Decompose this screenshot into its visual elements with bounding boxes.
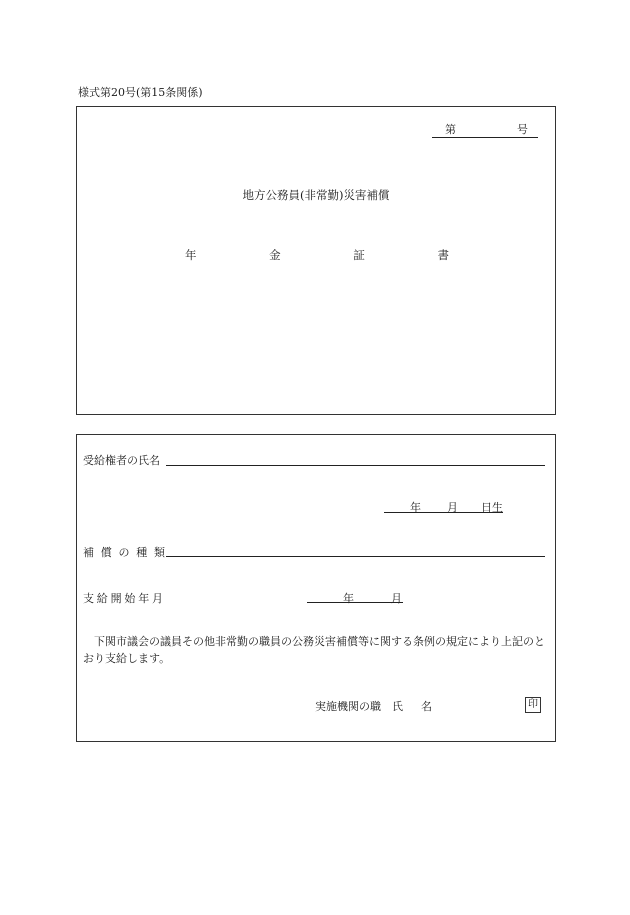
certificate-subtitle: 地方公務員(非常勤)災害補償	[242, 188, 390, 202]
birth-date-field[interactable]	[384, 512, 503, 513]
start-year-unit: 年	[343, 592, 354, 605]
certificate-number-prefix: 第	[445, 123, 456, 136]
title-char: 年	[185, 248, 197, 262]
payment-start-field[interactable]	[307, 602, 403, 603]
start-month-unit: 月	[391, 592, 402, 605]
recipient-name-label: 受給権者の氏名	[83, 454, 160, 467]
payment-statement: 下関市議会の議員その他非常勤の職員の公務災害補償等に関する条例の規定により上記のとおり支給します。	[83, 635, 545, 665]
compensation-type-field[interactable]	[166, 556, 545, 557]
seal-mark: 印	[525, 697, 541, 713]
recipient-name-field[interactable]	[166, 465, 545, 466]
form-number-label: 様式第20号(第15条関係)	[78, 86, 203, 99]
title-char: 金	[269, 248, 281, 262]
certificate-number-underline	[432, 137, 538, 138]
compensation-type-label: 補 償 の 種 類	[83, 546, 165, 559]
birth-year-unit: 年	[410, 501, 421, 514]
issuer-title-label: 実施機関の職	[315, 700, 381, 713]
title-char: 証	[353, 248, 365, 262]
certificate-number-suffix: 号	[517, 123, 528, 136]
birth-month-unit: 月	[447, 501, 458, 514]
certificate-title	[185, 247, 449, 263]
payment-start-label: 支 給 開 始 年 月	[83, 592, 163, 605]
certificate-box	[76, 106, 556, 415]
issuer-name-char: 名	[421, 700, 432, 713]
title-char: 書	[437, 248, 449, 262]
details-box	[76, 434, 556, 742]
issuer-name-char: 氏	[392, 700, 403, 713]
birth-day-unit: 日生	[481, 501, 503, 514]
